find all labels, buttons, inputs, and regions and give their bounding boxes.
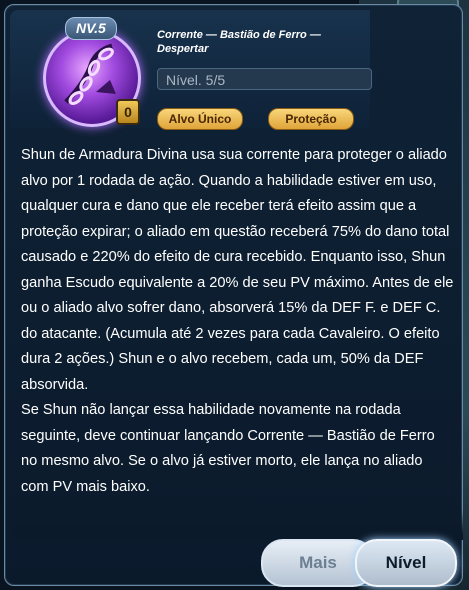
tag-protection: Proteção bbox=[268, 108, 354, 130]
skill-description[interactable] bbox=[21, 143, 454, 530]
description-paragraph: Se Shun não lançar essa habilidade novamente na rodada seguinte, deve continuar lançando Corrente — Bastião de Ferro no mesmo alvo. Se o alvo já estiver morto, ele lança no aliado com PV mais baixo. bbox=[21, 402, 435, 495]
level-button[interactable]: Nível bbox=[355, 539, 457, 587]
skill-cost-badge: 0 bbox=[116, 99, 140, 125]
skill-level-field: Nível. 5/5 bbox=[157, 68, 372, 90]
more-button[interactable]: Mais bbox=[261, 539, 375, 587]
tag-single-target: Alvo Único bbox=[157, 108, 243, 130]
tab-switch bbox=[261, 535, 453, 587]
skill-icon-container bbox=[43, 20, 143, 123]
skill-info-panel bbox=[4, 4, 463, 586]
skill-level-badge: NV.5 bbox=[65, 17, 117, 40]
skill-title: Corrente — Bastião de Ferro — Despertar bbox=[157, 29, 321, 55]
description-paragraph: Shun de Armadura Divina usa sua corrente para proteger o aliado alvo por 1 rodada de ação. Quando a habilidade estiver em uso, qualquer cura e dano que ele receber terá efeito assim que a proteção expirar; o aliado em questão receberá 75% do dano total causado e 220% do efeito de cura recebido. Enquanto isso, Shun ganha Escudo equivalente a 20% de seu PV máximo. Antes de ele ou o aliado alvo sofrer dano, absorverá 15% da DEF F. e DEF C. do atacante. (Acumula até 2 vezes para cada Cavaleiro. O efeito dura 2 ações.) Shun e o alvo recebem, cada um, 50% da DEF absorvida. bbox=[21, 147, 454, 393]
